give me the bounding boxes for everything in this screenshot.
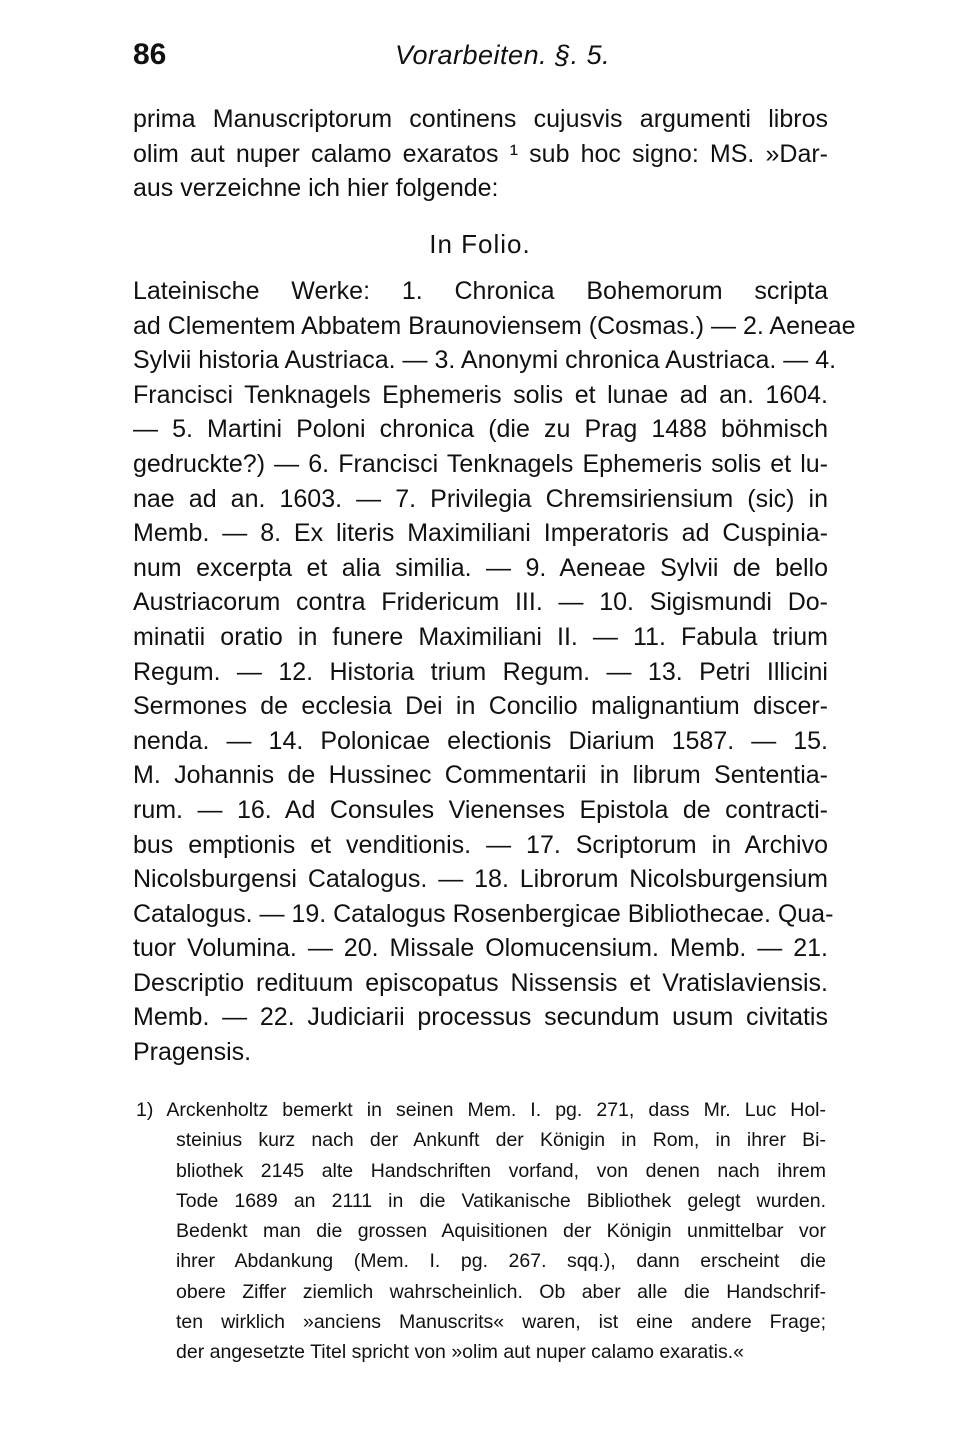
- footnote-line: der angesetzte Titel spricht von »olim aut nuper calamo exaratis.«: [176, 1341, 744, 1364]
- text-line: bus emptionis et venditionis. — 17. Scriptorum in Archivo: [133, 830, 828, 859]
- text-line: olim aut nuper calamo exaratos ¹ sub hoc signo: MS. »Dar-: [133, 139, 828, 168]
- text-line: ad Clementem Abbatem Braunoviensem (Cosmas.) — 2. Aeneae: [133, 311, 856, 340]
- footnote-line: ihrer Abdankung (Mem. I. pg. 267. sqq.), dann erscheint die: [176, 1250, 826, 1273]
- running-head: Vorarbeiten. §. 5.: [395, 40, 611, 70]
- text-line: Nicolsburgensi Catalogus. — 18. Librorum Nicolsburgensium: [133, 865, 828, 894]
- text-line: — 5. Martini Poloni chronica (die zu Prag 1488 böhmisch: [133, 415, 828, 444]
- text-line: Sylvii historia Austriaca. — 3. Anonymi chronica Austriaca. — 4.: [133, 346, 837, 375]
- text-line: num excerpta et alia similia. — 9. Aeneae Sylvii de bello: [133, 553, 828, 582]
- text-line: Memb. — 22. Judiciarii processus secundum usum civitatis: [133, 1003, 828, 1032]
- main-text-list: [133, 274, 856, 1070]
- page-header: [133, 38, 833, 86]
- text-line: Memb. — 8. Ex literis Maximiliani Imperatoris ad Cuspinia-: [133, 519, 828, 548]
- text-line: nenda. — 14. Polonicae electionis Diarium 1587. — 15.: [133, 726, 828, 755]
- text-line: Regum. — 12. Historia trium Regum. — 13. Petri Illicini: [133, 657, 828, 686]
- footnote-line: steinius kurz nach der Ankunft der Königin in Rom, in ihrer Bi-: [176, 1129, 826, 1152]
- footnote-line: 1) Arckenholtz bemerkt in seinen Mem. I. pg. 271, dass Mr. Luc Hol-: [136, 1099, 826, 1121]
- text-line: tuor Volumina. — 20. Missale Olomucensium. Memb. — 21.: [133, 934, 828, 963]
- text-line: Lateinische Werke: 1. Chronica Bohemorum scripta: [133, 277, 828, 305]
- text-line: Pragensis.: [133, 1038, 252, 1067]
- text-line: prima Manuscriptorum continens cujusvis argumenti libros: [133, 105, 828, 133]
- footnote-line: obere Ziffer ziemlich wahrscheinlich. Ob aber alle die Handschrif-: [176, 1280, 826, 1303]
- footnote-line: bliothek 2145 alte Handschriften vorfand, von denen nach ihrem: [176, 1159, 826, 1182]
- text-line: M. Johannis de Hussinec Commentarii in librum Sententia-: [133, 761, 828, 790]
- text-line: rum. — 16. Ad Consules Vienenses Epistola de contracti-: [133, 795, 828, 824]
- text-line: Descriptio redituum episcopatus Nissensis et Vratislaviensis.: [133, 968, 828, 997]
- footnote-line: Tode 1689 an 2111 in die Vatikanische Bibliothek gelegt wurden.: [176, 1189, 826, 1212]
- text-line: gedruckte?) — 6. Francisci Tenknagels Ephemeris solis et lu-: [133, 449, 828, 478]
- text-line: nae ad an. 1603. — 7. Privilegia Chremsiriensium (sic) in: [133, 484, 828, 513]
- text-line: Francisci Tenknagels Ephemeris solis et lunae ad an. 1604.: [133, 380, 828, 409]
- text-line: Sermones de ecclesia Dei in Concilio malignantium discer-: [133, 692, 828, 721]
- page-number: 86: [133, 38, 167, 71]
- text-line: Austriacorum contra Fridericum III. — 10. Sigismundi Do-: [133, 588, 828, 617]
- footnote: [136, 1095, 826, 1368]
- text-line: aus verzeichne ich hier folgende:: [133, 174, 499, 203]
- main-text-intro: [133, 102, 828, 206]
- text-line: minatii oratio in funere Maximiliani II. — 11. Fabula trium: [133, 622, 828, 651]
- footnote-line: Bedenkt man die grossen Aquisitionen der Königin unmittelbar vor: [176, 1220, 826, 1243]
- text-line: Catalogus. — 19. Catalogus Rosenbergicae Bibliothecae. Qua-: [133, 899, 834, 928]
- section-heading: In Folio.: [429, 229, 531, 259]
- footnote-line: ten wirklich »anciens Manuscrits« waren, ist eine andere Frage;: [176, 1311, 826, 1334]
